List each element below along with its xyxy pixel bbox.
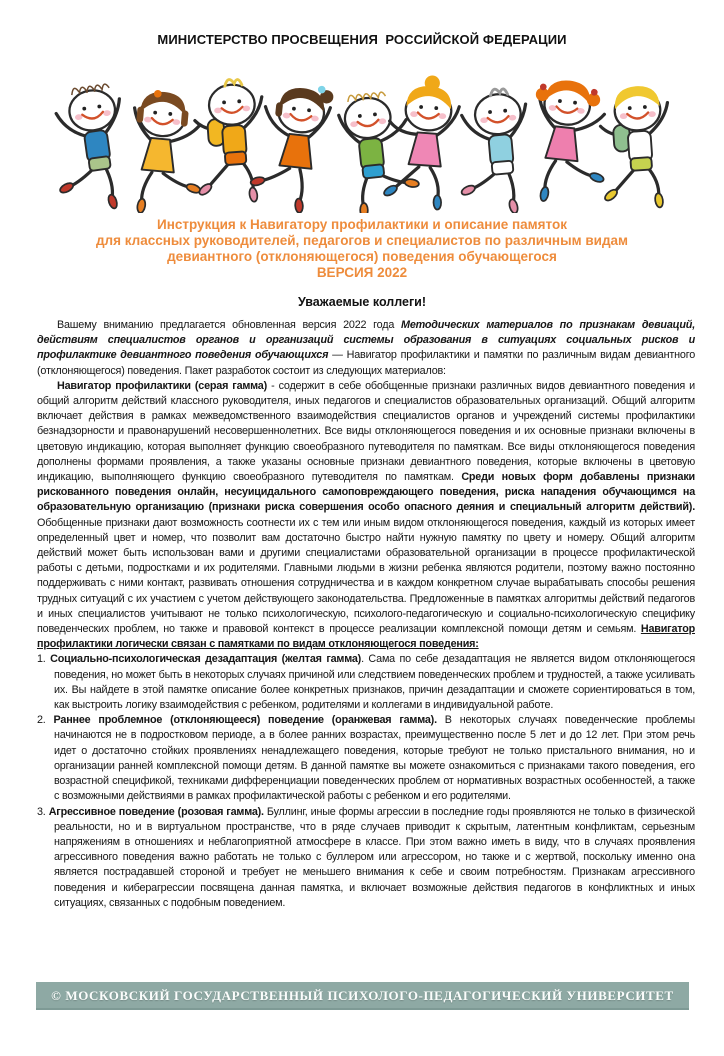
list-item-number: 2. <box>37 714 46 727</box>
list-item-3 <box>37 805 695 911</box>
children-illustration <box>0 61 724 213</box>
greeting-heading: Уважаемые коллеги! <box>297 295 426 309</box>
list-item-number: 3. <box>37 805 46 818</box>
footer-copyright: © МОСКОВСКИЙ ГОСУДАРСТВЕННЫЙ ПСИХОЛОГО-ПЕДАГОГИЧЕСКИЙ УНИВЕРСИТЕТ <box>36 982 689 1010</box>
list-item-text: Раннее проблемное (отклоняющееся) поведение (оранжевая гамма). В некоторых случаях поведенческие проблемы начинаются не в подростковом периоде, а в более ранних возрастах, преимущественно после 5 лет и до 12 лет. При этом речь идет о достаточно стойких проявлениях ненадлежащего поведения, которые требуют не только пристального внимания, но и организации ранней комплексной помощи детям. В данной памятке вы можете ознакомиться с признаками такого поведения, его возрастной спецификой, техниками дифференциации поведенческих проблем от нормативных возрастных особенностей, а также с возможными действиями в рамках профилактической работы с ребенком и его родителями. <box>53 714 695 803</box>
document-title <box>0 217 724 281</box>
title-line-3: девиантного (отклоняющегося) поведения обучающегося <box>167 249 557 264</box>
navigator-paragraph: Навигатор профилактики (серая гамма) - содержит в себе обобщенные признаки различных видов девиантного поведения и общий алгоритм действий классного руководителя, иных педагогов и специалистов образовательных организаций. Общий алгоритм включает действия в рамках межведомственного взаимодействия специалистов органов и учреждений системы профилактики безнадзорности и правонарушений несовершеннолетних. Все виды отклоняющегося поведения и их основные признаки включены в цветовую индикацию, которая выполняет функцию своеобразного путеводителя по памяткам. Все виды отклоняющегося поведения дополнены формами проявления, а также указаны основные признаки девиантного поведения, которые включены в цветовую индикацию, выполняющего функцию своеобразного путеводителя по памяткам. Среди новых форм добавлены признаки рискованного поведения онлайн, несуицидального самоповреждающего поведения, риска нападения обучающимся на образовательную организацию (признаки риска совершения особо опасного деяния и специальный алгоритм действий). Обобщенные признаки дают возможность соотнести их с тем или иным видом отклоняющегося поведения, каждый из которых имеет определенный цвет и номер, что позволит вам достаточно быстро найти нужную памятку по цвету и номеру. Общий алгоритм действий может быть использован вами и другими специалистами образовательной организации в процессе профилактической работы с детьми, подростками и их родителями. Главными людьми в жизни ребенка являются родители, поэтому важно постоянно поддерживать с ними контакт, развивать отношения сотрудничества и в каждом конкретном случае вырабатывать способы решения трудных ситуаций с их участием с учетом действующего законодательства. Предложенные в памятках алгоритмы действий педагогов и иных специалистов учитывают не только психологическую, психолого-педагогическую и социально-психологическую специфику поведенческих проблем, но также и правовой контекст в процессе реализации комплексной помощи детям и семьям. Навигатор профилактики логически связан с памятками по видам отклоняющегося поведения: <box>37 379 695 651</box>
document-body <box>0 318 724 911</box>
list-item-2 <box>37 713 695 804</box>
list-item-number: 1. <box>37 653 46 666</box>
document-page <box>0 32 724 1056</box>
title-line-2: для классных руководителей, педагогов и специалистов по различным видам <box>95 233 629 248</box>
list-item-1 <box>37 652 695 713</box>
title-line-1: Инструкция к Навигатору профилактики и описание памяток <box>157 217 567 232</box>
pamphlet-list <box>37 652 695 910</box>
title-line-4: ВЕРСИЯ 2022 <box>316 265 408 280</box>
intro-paragraph: Вашему вниманию предлагается обновленная версия 2022 года Методических материалов по признакам девиаций, действиям специалистов органов и организаций системы образования в ситуациях социальных рисков и профилактике девиантного поведения обучающихся — Навигатор профилактики и памятки по различным видам девиантного (отклоняющегося) поведения. Пакет разработок состоит из следующих материалов: <box>37 319 695 377</box>
list-item-text: Социально-психологическая дезадаптация (желтая гамма). Сама по себе дезадаптация не является видом отклоняющегося поведения, но может быть в некоторых случаях причиной или следствием поведенческих проблем и трудностей, а также усиливать их. Вы найдете в этой памятке описание более конкретных признаков, причин дезадаптации и сможете сориентироваться в том, как выстроить логику взаимодействия с ребенком, родителями и коллегами в индивидуальной работе. <box>50 653 695 712</box>
jumping-children-icon <box>0 61 724 213</box>
list-item-text: Агрессивное поведение (розовая гамма). Буллинг, иные формы агрессии в последние годы проявляются не только в физической реальности, но и в виртуальном пространстве, что в ряде случаев приводит к скрытым, латентным конфликтам, серьезным напряжениям в отношениях и неблагоприятной атмосфере в классе. При этом важно иметь в виду, что в случаях проявления агрессивного поведения важно работать не только с буллером или агрессором, но также и с жертвой, поскольку именно она является пострадавшей стороной и требует не меньшего внимания к себе и своим потребностям. Признакам агрессивного поведения и киберагрессии посвящена данная памятка, и включает возможные действия педагогов в конфликтных и иных ситуациях, связанных с подобным поведением. <box>48 805 695 909</box>
ministry-header: МИНИСТЕРСТВО ПРОСВЕЩЕНИЯ РОССИЙСКОЙ ФЕДЕРАЦИИ <box>157 32 567 47</box>
